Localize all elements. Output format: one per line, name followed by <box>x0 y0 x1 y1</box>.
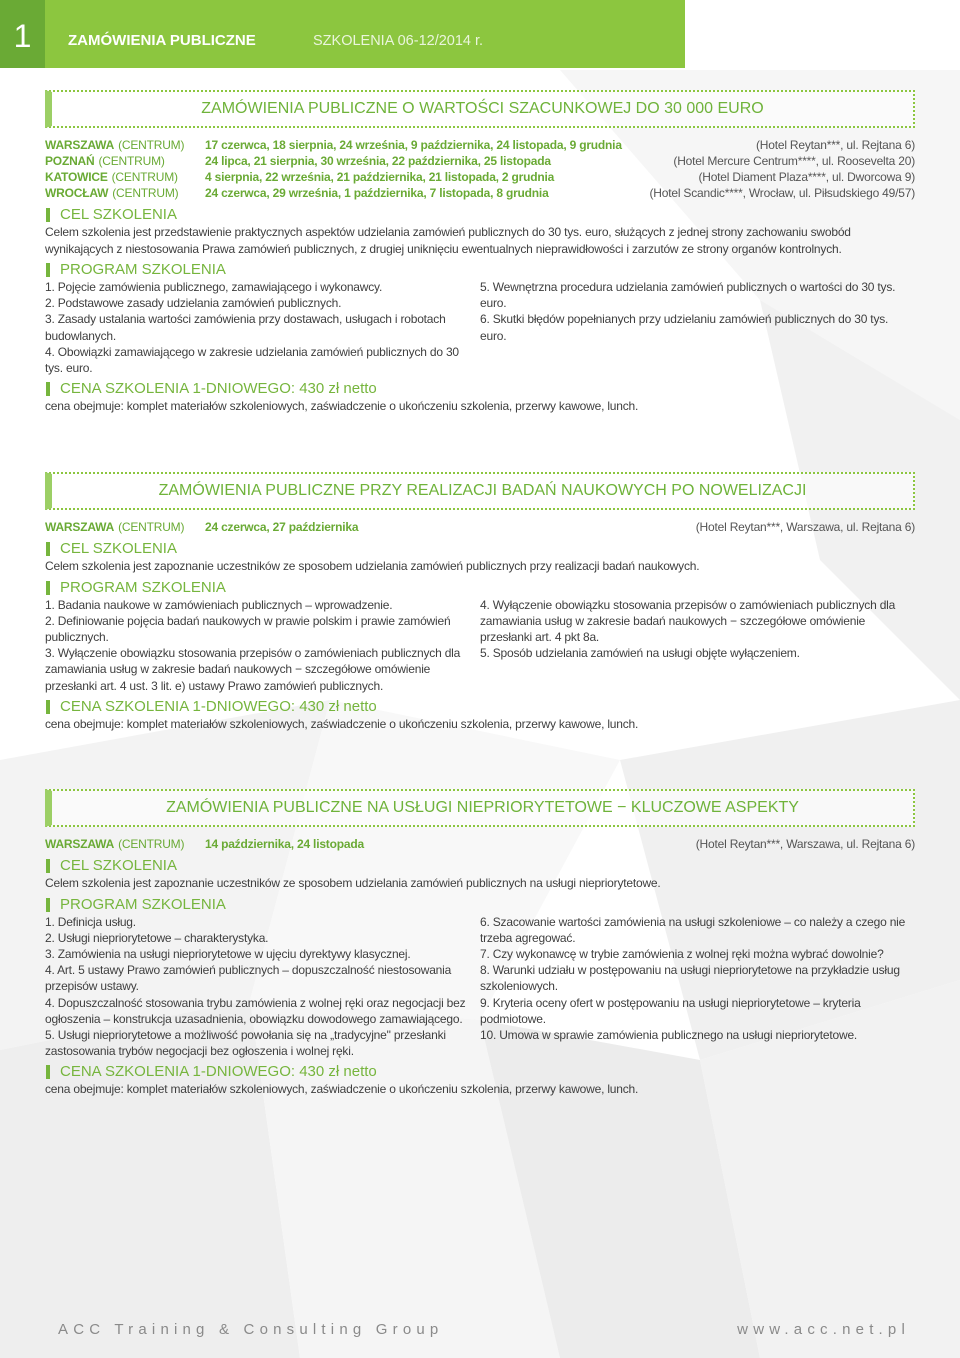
section-title: ZAMÓWIENIA PUBLICZNE O WARTOŚCI SZACUNKOWEJ DO 30 000 EURO <box>45 90 915 128</box>
program-item: 2. Definiowanie pojęcia badań naukowych w prawie polskim i prawie zamówień publicznych. <box>45 613 451 644</box>
training-section-1 <box>45 90 915 415</box>
goal-text: Celem szkolenia jest zapoznanie uczestników ze sposobem udzielania zamówień publicznych przy realizacji badań naukowych. <box>45 559 700 573</box>
page-header <box>0 0 685 68</box>
location-row <box>45 137 915 153</box>
training-dates: 24 lipca, 21 sierpnia, 30 września, 22 października, 25 listopada <box>205 154 551 168</box>
location-row <box>45 519 915 535</box>
city-name: POZNAŃ <box>45 154 95 168</box>
program-right-column <box>480 279 915 376</box>
goal-text: Celem szkolenia jest zapoznanie uczestników ze sposobem udzielania zamówień publicznych na usługi niepriorytetowe. <box>45 876 661 890</box>
program-item: 5. Sposób udzielania zamówień na usługi objęte wyłączeniem. <box>480 646 800 661</box>
location-row <box>45 169 915 185</box>
program-right-column <box>480 597 915 694</box>
locations-list <box>45 519 915 535</box>
location-row <box>45 153 915 169</box>
location-row <box>45 185 915 201</box>
program-item: 4. Art. 5 ustawy Prawo zamówień publicznych – dopuszczalność niestosowania przepisów ustawy. <box>45 963 452 994</box>
city-name: WARSZAWA <box>45 138 115 152</box>
training-dates: 17 czerwca, 18 sierpnia, 24 września, 9 października, 24 listopada, 9 grudnia <box>205 138 622 152</box>
city-area: (CENTRUM) <box>118 138 185 152</box>
program-item: 3. Zasady ustalania wartości zamówienia przy dostawach, usługach i robotach budowlanych. <box>45 312 446 343</box>
program-item: 7. Czy wykonawcę w trybie zamówienia z wolnej ręki można wybrać dowolnie? <box>480 946 884 961</box>
goal-heading: CEL SZKOLENIA <box>45 206 915 224</box>
program-left-column <box>45 914 470 1060</box>
training-section-3 <box>45 789 915 1098</box>
program-item: 3. Wyłączenie obowiązku stosowania przepisów o zamówieniach publicznych dla zamawiania usług w zakresie badań naukowych − szczegółowe omówienie przesłanki art. 4 ust. 3 lit. e) ustawy Prawo zamówień publicznych. <box>45 646 461 693</box>
page-number: 1 <box>0 0 45 68</box>
city-name: WARSZAWA <box>45 520 115 534</box>
footer-company-name: ACC Training & Consulting Group <box>58 1321 444 1338</box>
price-note: cena obejmuje: komplet materiałów szkoleniowych, zaświadczenie o ukończeniu szkolenia, przerwy kawowe, lunch. <box>45 716 639 731</box>
price-note: cena obejmuje: komplet materiałów szkoleniowych, zaświadczenie o ukończeniu szkolenia, przerwy kawowe, lunch. <box>45 1082 639 1097</box>
program-item: 6. Szacowanie wartości zamówienia na usługi szkoleniowe – co należy a czego nie trzeba agregować. <box>480 914 906 945</box>
city-name: KATOWICE <box>45 170 108 184</box>
city-name: WARSZAWA <box>45 837 115 851</box>
header-title: ZAMÓWIENIA PUBLICZNE <box>68 32 256 49</box>
city-area: (CENTRUM) <box>118 837 185 851</box>
location-city <box>45 519 205 535</box>
program-item: 6. Skutki błędów popełnianych przy udzielaniu zamówień publicznych do 30 tys. euro. <box>480 312 889 343</box>
city-area: (CENTRUM) <box>111 170 178 184</box>
location-city <box>45 185 205 201</box>
program-left-column <box>45 279 470 376</box>
training-dates: 4 sierpnia, 22 września, 21 października, 21 listopada, 2 grudnia <box>205 170 555 184</box>
goal-heading: CEL SZKOLENIA <box>45 857 915 875</box>
city-area: (CENTRUM) <box>112 186 179 200</box>
program-item: 10. Umowa w sprawie zamówienia publicznego na usługi niepriorytetowe. <box>480 1027 858 1042</box>
location-city <box>45 836 205 852</box>
program-heading: PROGRAM SZKOLENIA <box>45 896 915 914</box>
venue: (Hotel Mercure Centrum****, ul. Roosevelta 20) <box>673 154 915 168</box>
program-columns <box>45 914 915 1060</box>
location-city <box>45 137 205 153</box>
program-item: 5. Usługi niepriorytetowe a możliwość powołania się na „tradycyjne" przesłanki zastosowania trybów negocjacji bez ogłoszenia i wolnej ręki. <box>45 1027 446 1059</box>
program-right-column <box>480 914 915 1060</box>
program-item: 5. Wewnętrzna procedura udzielania zamówień publicznych o wartości do 30 tys. euro. <box>480 280 896 311</box>
program-item: 3. Zamówienia na usługi niepriorytetowe w ujęciu dyrektywy klasycznej. <box>45 946 411 961</box>
program-left-column <box>45 597 470 694</box>
section-title: ZAMÓWIENIA PUBLICZNE NA USŁUGI NIEPRIORYTETOWE − KLUCZOWE ASPEKTY <box>45 789 915 827</box>
venue: (Hotel Reytan***, Warszawa, ul. Rejtana 6) <box>695 520 915 534</box>
locations-list <box>45 137 915 201</box>
program-item: 8. Warunki udziału w postępowaniu na usługi niepriorytetowe na przykładzie usług szkoleniowych. <box>480 963 900 994</box>
program-item: 4. Wyłączenie obowiązku stosowania przepisów o zamówieniach publicznych dla zamawiania usług w zakresie badań naukowych − szczegółowe omówienie przesłanki art. 4 pkt 8a. <box>480 597 896 644</box>
program-item: 2. Podstawowe zasady udzielania zamówień publicznych. <box>45 296 342 311</box>
program-item: 1. Pojęcie zamówienia publicznego, zamawiającego i wykonawcy. <box>45 280 383 294</box>
venue: (Hotel Diament Plaza****, ul. Dworcowa 9) <box>698 170 915 184</box>
training-dates: 14 października, 24 listopada <box>205 837 364 851</box>
venue: (Hotel Reytan***, ul. Rejtana 6) <box>755 138 915 152</box>
goal-text: Celem szkolenia jest przedstawienie praktycznych aspektów udzielania zamówień publicznych do 30 tys. euro, służących z jednej strony zachowaniu swobód wynikających z niestosowania Prawa zamówień publicznych, z drugiej uniknięciu ewentualnych nieprawidłowości i zarzutów ze strony organów kontrolnych. <box>45 225 851 256</box>
program-columns <box>45 279 915 376</box>
program-heading: PROGRAM SZKOLENIA <box>45 579 915 597</box>
footer-website: www.acc.net.pl <box>737 1321 910 1338</box>
city-area: (CENTRUM) <box>98 154 165 168</box>
program-heading: PROGRAM SZKOLENIA <box>45 261 915 279</box>
price-heading: CENA SZKOLENIA 1-DNIOWEGO: 430 zł netto <box>45 380 915 398</box>
price-note: cena obejmuje: komplet materiałów szkoleniowych, zaświadczenie o ukończeniu szkolenia, przerwy kawowe, lunch. <box>45 399 639 414</box>
section-title: ZAMÓWIENIA PUBLICZNE PRZY REALIZACJI BADAŃ NAUKOWYCH PO NOWELIZACJI <box>45 472 915 510</box>
program-item: 1. Badania naukowe w zamówieniach publicznych – wprowadzenie. <box>45 597 393 612</box>
program-item: 9. Kryteria oceny ofert w postępowaniu na usługi niepriorytetowe – kryteria podmiotowe. <box>480 995 861 1026</box>
program-item: 1. Definicja usług. <box>45 914 136 929</box>
city-name: WROCŁAW <box>45 186 109 200</box>
header-subtitle: SZKOLENIA 06-12/2014 r. <box>313 33 484 49</box>
city-area: (CENTRUM) <box>118 520 185 534</box>
program-item: 4. Dopuszczalność stosowania trybu zamówienia z wolnej ręki oraz negocjacji bez ogłoszenia – konstrukcja uzasadnienia, obowiązku dowodowego zamawiającego. <box>45 995 466 1026</box>
price-heading: CENA SZKOLENIA 1-DNIOWEGO: 430 zł netto <box>45 1063 915 1081</box>
locations-list <box>45 836 915 852</box>
venue: (Hotel Reytan***, Warszawa, ul. Rejtana 6) <box>695 837 915 851</box>
location-city <box>45 153 205 169</box>
program-columns <box>45 597 915 694</box>
program-item: 2. Usługi niepriorytetowe – charakterystyka. <box>45 930 269 945</box>
location-row <box>45 836 915 852</box>
training-dates: 24 czerwca, 29 września, 1 października, 7 listopada, 8 grudnia <box>205 186 549 200</box>
training-dates: 24 czerwca, 27 października <box>205 520 359 534</box>
venue: (Hotel Scandic****, Wrocław, ul. Piłsudskiego 49/57) <box>649 186 915 200</box>
location-city <box>45 169 205 185</box>
training-section-2 <box>45 472 915 732</box>
goal-heading: CEL SZKOLENIA <box>45 540 915 558</box>
program-item: 4. Obowiązki zamawiającego w zakresie udzielania zamówień publicznych do 30 tys. euro. <box>45 344 459 376</box>
price-heading: CENA SZKOLENIA 1-DNIOWEGO: 430 zł netto <box>45 698 915 716</box>
